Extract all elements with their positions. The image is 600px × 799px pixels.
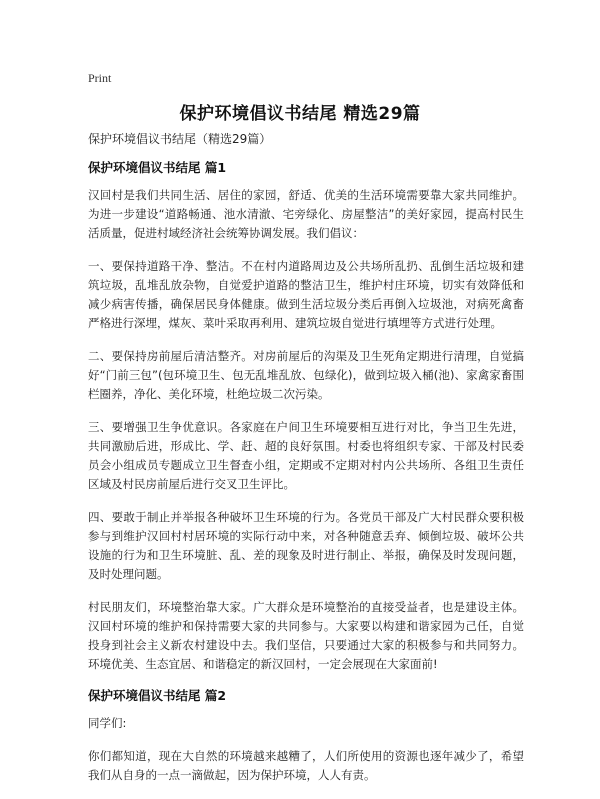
section-1-paragraph-roads: 一、要保持道路干净、整洁。不在村内道路周边及公共场所乱扔、乱倒生活垃圾和建筑垃圾，乱堆乱放杂物，自觉爱护道路的整洁卫生，维护村庄环境，切实有效降低和减少病害传播，确保居民身体健康。做到生活垃圾分类后再倒入垃圾池，对病死禽畜严格进行深埋，煤灰、菜叶采取再利用、建筑垃圾自觉进行填埋等方式进行处理。 — [88, 259, 524, 330]
section-2-paragraph-body: 你们都知道，现在大自然的环境越来越糟了，人们所使用的资源也逐年减少了，希望我们从自身的一点一滴做起，因为保护环境，人人有责。 — [88, 749, 524, 782]
document-title: 保护环境倡议书结尾 精选29篇 — [179, 104, 421, 124]
section-1-paragraph-intro: 汉回村是我们共同生活、居住的家园，舒适、优美的生活环境需要靠大家共同维护。为进一步建设“道路畅通、池水清澈、宅旁绿化、房屋整洁”的美好家园，提高村民生活质量，促进村域经济社会统筹协调发展。我们倡议： — [88, 188, 524, 240]
section-2-paragraph-greeting: 同学们: — [88, 716, 127, 730]
section-heading-1: 保护环境倡议书结尾 篇1 — [88, 160, 227, 175]
section-heading-2: 保护环境倡议书结尾 篇2 — [88, 688, 227, 703]
section-1-paragraph-closing: 村民朋友们，环境整治靠大家。广大群众是环境整治的直接受益者，也是建设主体。汉回村环境的维护和保持需要大家的共同参与。大家要以构建和谐家园为己任，自觉投身到社会主义新农村建设中去。我们坚信，只要通过大家的积极参与和共同努力。环境优美、生态宜居、和谐稳定的新汉回村，一定会展现在大家面前! — [88, 600, 524, 671]
section-1-paragraph-awareness: 三、要增强卫生争优意识。各家庭在户间卫生环境要相互进行对比，争当卫生先进，共同激励后进，形成比、学、赶、超的良好氛围。村委也将组织专家、干部及村民委员会小组成员专题成立卫生督查小组，定期或不定期对村内公共场所、各组卫生责任区域及村民房前屋后进行交叉卫生评比。 — [88, 420, 524, 491]
document-body — [88, 131, 524, 799]
document-subtitle: 保护环境倡议书结尾（精选29篇） — [88, 132, 272, 146]
section-1-paragraph-report: 四、要敢于制止并举报各种破坏卫生环境的行为。各党员干部及广大村民群众要积极参与到维护汉回村村居环境的实际行动中来，对各种随意丢弃、倾倒垃圾、破坏公共设施的行为和卫生环境脏、乱、差的现象及时进行制止、举报，确保及时发现问题，及时处理问题。 — [88, 510, 524, 581]
section-1-paragraph-houses: 二、要保持房前屋后清洁整齐。对房前屋后的沟渠及卫生死角定期进行清理，自觉搞好“门前三包”(包环境卫生、包无乱堆乱放、包绿化)，做到垃圾入桶(池)、家禽家畜围栏圈养，净化、美化环境，杜绝垃圾二次污染。 — [88, 349, 524, 401]
print-link[interactable]: Print — [88, 71, 112, 85]
